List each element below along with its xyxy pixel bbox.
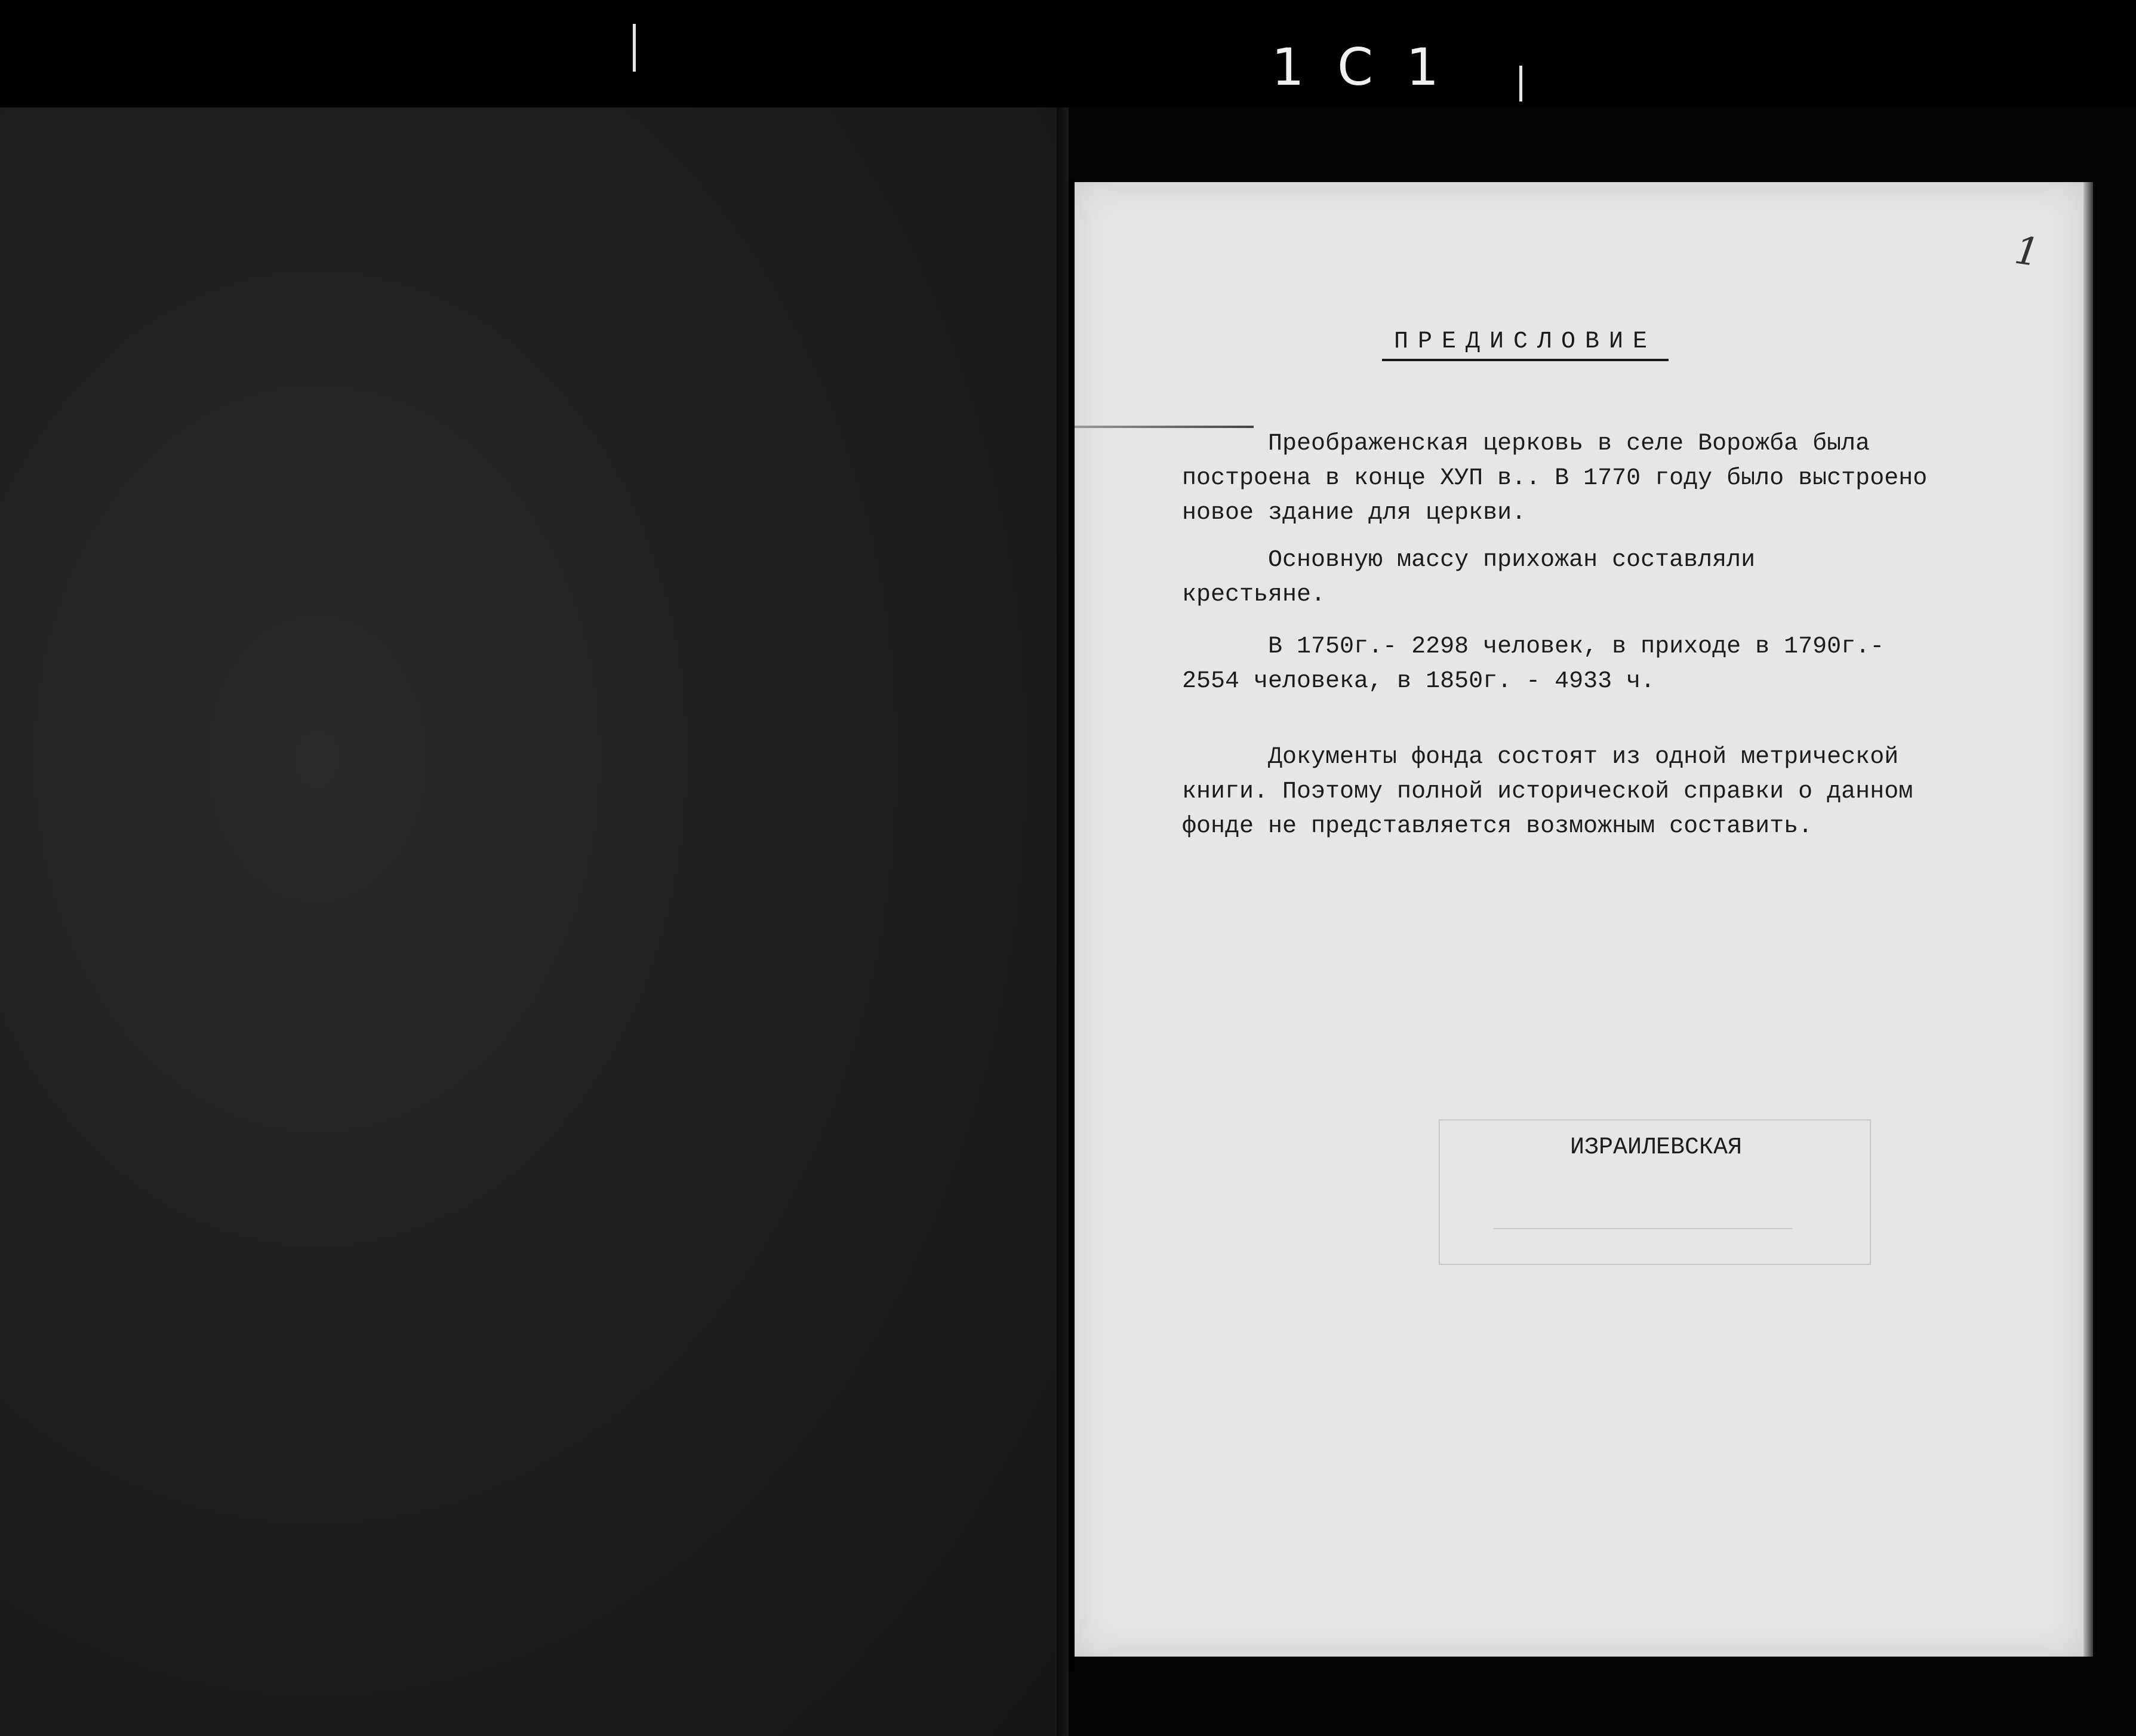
stamp-line: [1494, 1192, 1792, 1229]
film-strip-top: [0, 0, 2136, 107]
paragraph-population: В 1750г.- 2298 человек, в приходе в 1790г.- 2554 человека, в 1850г. - 4933 ч.: [1182, 633, 1885, 695]
signature-name: ИЗРАИЛЕВСКАЯ: [1570, 1134, 1743, 1161]
film-tick-mark: [1519, 66, 1522, 101]
paragraph-parishioners: Основную массу прихожан составляли крестьяне.: [1182, 547, 1756, 608]
cover-fold: [1057, 107, 1069, 1736]
document-page: [1075, 182, 2083, 1657]
left-cover-page: [0, 107, 1057, 1736]
frame-number: 1 С 1: [1272, 38, 1448, 97]
paragraph-history: Преображенская церковь в селе Ворожба была построена в конце ХУП в.. В 1770 году было выстроено новое здание для церкви.: [1182, 430, 1928, 527]
page-number: 1: [2012, 228, 2042, 276]
paragraph-documents: Документы фонда состоят из одной метрической книги. Поэтому полной исторической справки о данном фонде не представляется возможным составить.: [1182, 744, 1913, 840]
binding-gap: [1069, 179, 1075, 1672]
document-title: ПРЕДИСЛОВИЕ: [1382, 328, 1669, 361]
film-tick-mark: [633, 24, 636, 72]
page-edge: [2083, 182, 2093, 1657]
